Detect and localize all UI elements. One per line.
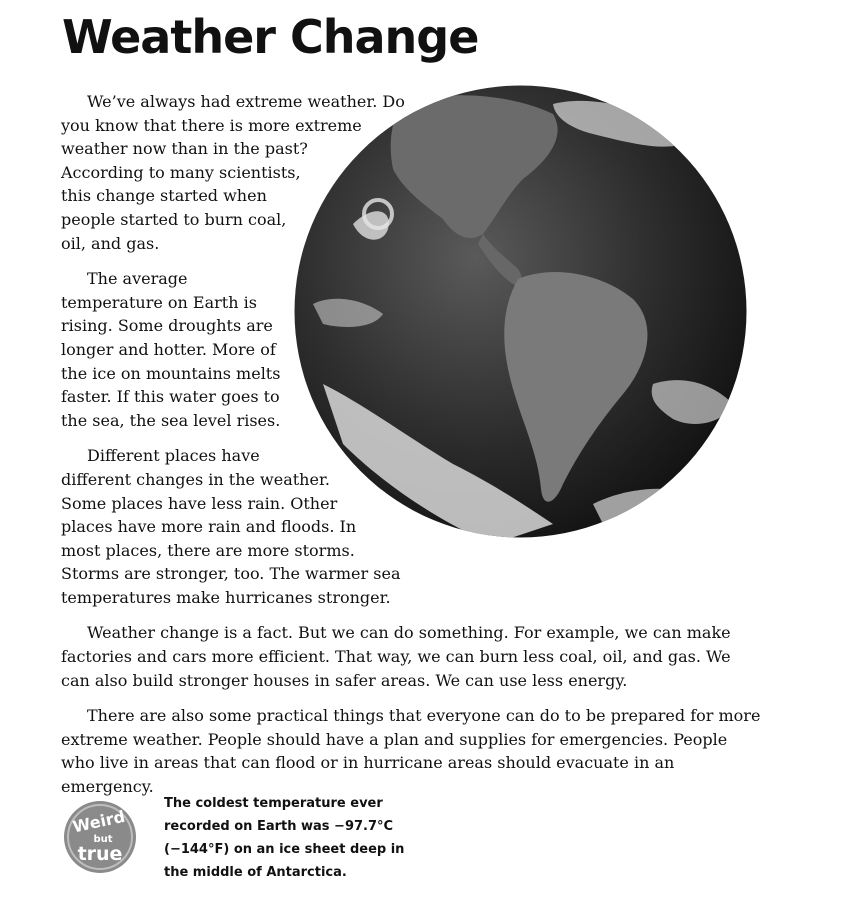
badge-word-weird: Weird	[71, 806, 127, 837]
fun-fact-text: The coldest temperature ever recorded on Earth was −97.7°C (−144°F) on an ice sheet deep in the middle of Antarctica.	[164, 796, 405, 880]
paragraph-3: Different places have different changes in the weather. Some places have less rain. Other places have more rain and floods. In most places, there are more storms. Storms are stronger, too. The warmer sea temperatures make hurricanes stronger.	[61, 446, 401, 607]
badge-word-but: but	[93, 834, 113, 845]
paragraph-1: We’ve always had extreme weather. Do you know that there is more extreme weather now than in the past? According to many scientists, this change started when people started to burn coal, oil, and gas.	[61, 92, 405, 253]
weird-but-true-badge	[63, 800, 137, 874]
badge-word-true: true	[77, 843, 123, 865]
paragraph-5: There are also some practical things that everyone can do to be prepared for more extreme weather. People should have a plan and supplies for emergencies. People who live in areas that can flood or in hurricane areas should evacuate in an emergency.	[61, 706, 761, 797]
globe-wrap-area	[285, 86, 761, 566]
article-body	[61, 90, 761, 811]
paragraph-2: The average temperature on Earth is rising. Some droughts are longer and hotter. More of the ice on mountains melts faster. If this water goes to the sea, the sea level rises.	[61, 269, 281, 430]
paragraph-4: Weather change is a fact. But we can do something. For example, we can make factories and cars more efficient. That way, we can burn less coal, oil, and gas. We can also build stronger houses in safer areas. We can use less energy.	[61, 623, 731, 690]
page-title: Weather Change	[62, 10, 479, 64]
